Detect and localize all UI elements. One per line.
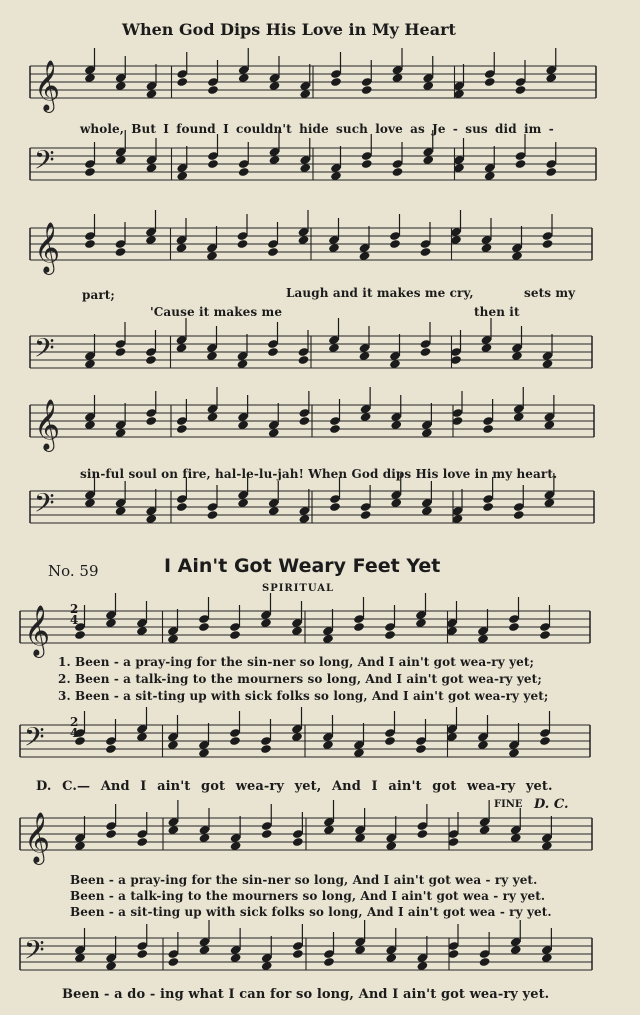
note-head xyxy=(267,247,279,257)
treble-clef-icon: 𝄞 xyxy=(34,60,61,111)
note-head xyxy=(207,510,219,520)
note-head xyxy=(515,85,527,95)
note-head xyxy=(515,159,527,169)
bass-clef-icon: 𝄢 xyxy=(34,487,55,525)
song-title: When God Dips His Love in My Heart xyxy=(122,20,456,39)
lyric-part: part; xyxy=(82,288,115,302)
note-head xyxy=(292,837,304,847)
note-head xyxy=(267,347,279,357)
treble-clef-icon: 𝄞 xyxy=(24,812,51,863)
note-head xyxy=(115,247,127,257)
note-head xyxy=(145,416,157,426)
note-head xyxy=(260,744,272,754)
note-head xyxy=(198,622,210,632)
note-head xyxy=(361,85,373,95)
note-head xyxy=(176,77,188,87)
note-head xyxy=(105,744,117,754)
bass-clef-icon: 𝄢 xyxy=(34,144,55,182)
note-head xyxy=(74,630,86,640)
note-head xyxy=(298,355,310,365)
note-head xyxy=(482,424,494,434)
note-head xyxy=(136,837,148,847)
note-head xyxy=(237,239,249,249)
note-head xyxy=(484,77,496,87)
note-head xyxy=(176,502,188,512)
lyric-cause: 'Cause it makes me xyxy=(150,305,283,319)
note-head xyxy=(261,829,273,839)
treble-clef-icon: 𝄞 xyxy=(24,605,51,656)
note-head xyxy=(542,239,554,249)
note-head xyxy=(479,957,491,967)
note-head xyxy=(136,949,148,959)
note-head xyxy=(145,355,157,365)
bass-clef-icon: 𝄢 xyxy=(24,721,45,759)
note-head xyxy=(298,416,310,426)
verse-1: 1. Been - a pray-ing for the sin-ner so long, And I ain't got wea-ry yet; xyxy=(58,655,535,669)
lyric-sets: sets my xyxy=(524,286,576,300)
treble-clef-icon: 𝄞 xyxy=(34,399,61,450)
note-head xyxy=(167,957,179,967)
refrain-2: Been - a talk-ing to the mourners so long, And I ain't got wea - ry yet. xyxy=(70,889,546,903)
note-head xyxy=(84,239,96,249)
note-head xyxy=(323,957,335,967)
note-head xyxy=(229,736,241,746)
lyric-line-3: sin-ful soul on fire, hal-le-lu-jah! When God dips His love in my heart. xyxy=(80,467,558,481)
bass-clef-icon: 𝄢 xyxy=(34,332,55,370)
fine-label: FINE xyxy=(494,799,523,810)
time-sig-treble: 2 4 xyxy=(70,602,79,627)
note-head xyxy=(415,744,427,754)
note-head xyxy=(207,159,219,169)
song-subtitle: SPIRITUAL xyxy=(262,583,335,594)
note-head xyxy=(361,159,373,169)
note-head xyxy=(360,510,372,520)
note-head xyxy=(105,829,117,839)
dc-label: D. C. xyxy=(534,797,569,812)
note-head xyxy=(420,247,432,257)
note-head xyxy=(420,347,432,357)
bass-clef-icon: 𝄢 xyxy=(24,934,45,972)
note-head xyxy=(353,622,365,632)
song-title-2: I Ain't Got Weary Feet Yet xyxy=(164,555,441,577)
note-head xyxy=(508,622,520,632)
note-head xyxy=(176,424,188,434)
note-head xyxy=(229,630,241,640)
note-head xyxy=(392,167,404,177)
lyric-line-1: whole, But I found I couldn't hide such love as Je - sus did im - xyxy=(80,122,554,136)
note-head xyxy=(389,239,401,249)
note-head xyxy=(115,347,127,357)
refrain-1: Been - a pray-ing for the sin-ner so long, And I ain't got wea - ry yet. xyxy=(70,873,538,887)
lyric-then: then it xyxy=(474,305,520,319)
note-head xyxy=(329,424,341,434)
note-head xyxy=(207,85,219,95)
note-head xyxy=(330,77,342,87)
note-head xyxy=(238,167,250,177)
note-head xyxy=(539,630,551,640)
note-head xyxy=(384,736,396,746)
bass-lyric: Been - a do - ing what I can for so long, And I ain't got wea-ry yet. xyxy=(62,987,550,1002)
note-head xyxy=(384,630,396,640)
dc-line: D. C.— And I ain't got wea-ry yet, And I ain't got wea-ry yet. xyxy=(36,779,553,794)
note-head xyxy=(545,167,557,177)
note-head xyxy=(84,167,96,177)
time-sig-bass: 2 4 xyxy=(70,715,79,740)
song-number: No. 59 xyxy=(48,562,99,580)
verse-3: 3. Been - a sit-ting up with sick folks so long, And I ain't got wea-ry yet; xyxy=(58,689,549,703)
note-head xyxy=(513,510,525,520)
note-head xyxy=(416,829,428,839)
note-head xyxy=(329,502,341,512)
refrain-3: Been - a sit-ting up with sick folks so long, And I ain't got wea - ry yet. xyxy=(70,905,552,919)
note-head xyxy=(292,949,304,959)
note-head xyxy=(539,736,551,746)
treble-clef-icon: 𝄞 xyxy=(34,222,61,273)
lyric-laugh: Laugh and it makes me cry, xyxy=(286,286,474,300)
note-head xyxy=(482,502,494,512)
verse-2: 2. Been - a talk-ing to the mourners so long, And I ain't got wea-ry yet; xyxy=(58,672,542,686)
